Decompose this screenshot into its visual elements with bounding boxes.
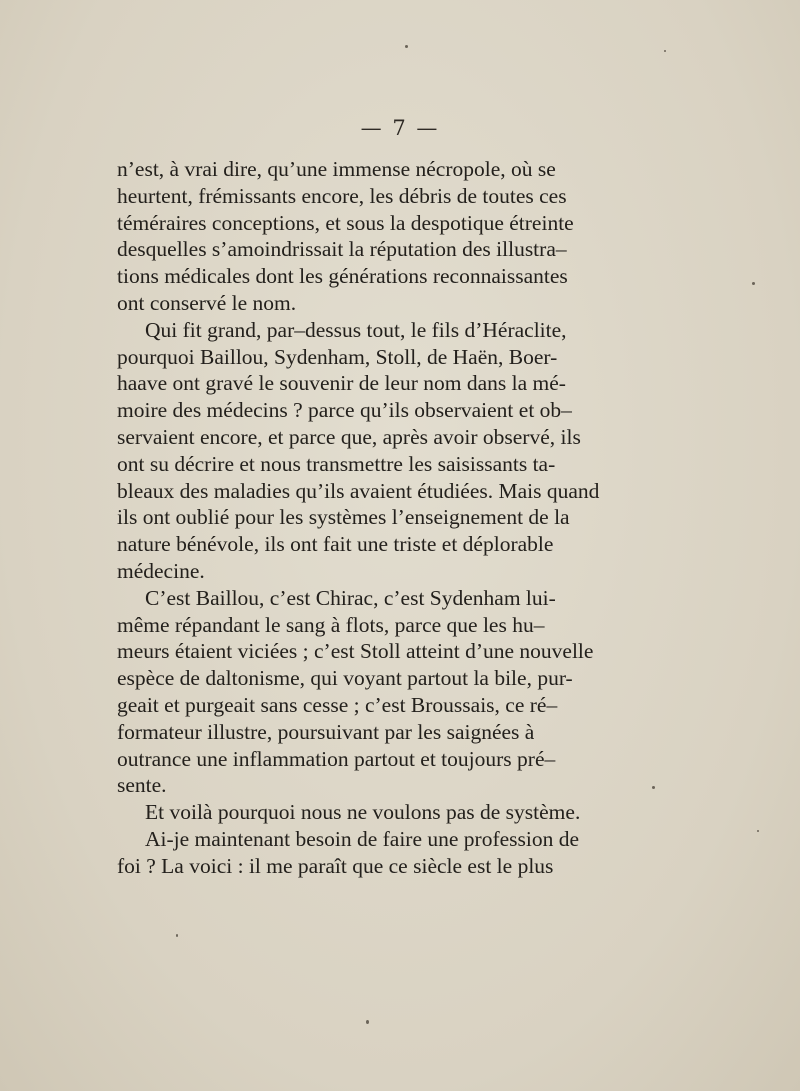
text-line: pourquoi Baillou, Sydenham, Stoll, de Haën, Boer-	[117, 344, 558, 369]
page-number: — 7 —	[360, 116, 440, 140]
text-line: espèce de daltonisme, qui voyant partout la bile, pur-	[117, 666, 573, 691]
text-line: haave ont gravé le souvenir de leur nom dans la mé-	[117, 371, 566, 396]
text-line: desquelles s’amoindrissait la réputation des illustra–	[117, 237, 567, 262]
text-line: nature bénévole, ils ont fait une triste et déplorable	[117, 532, 554, 557]
text-line: même répandant le sang à flots, parce que les hu–	[117, 612, 545, 637]
body-text	[117, 156, 600, 880]
text-line: formateur illustre, poursuivant par les saignées à	[117, 719, 535, 744]
text-line: ils ont oublié pour les systèmes l’enseignement de la	[117, 505, 570, 530]
text-line: outrance une inflammation partout et toujours pré–	[117, 746, 556, 771]
text-line: foi ? La voici : il me paraît que ce siècle est le plus	[117, 853, 554, 878]
text-line: ont su décrire et nous transmettre les saisissants ta-	[117, 451, 556, 476]
text-line: heurtent, frémissants encore, les débris de toutes ces	[117, 183, 567, 208]
text-line: téméraires conceptions, et sous la despotique étreinte	[117, 210, 574, 235]
text-line: ont conservé le nom.	[117, 290, 297, 315]
text-line: Qui fit grand, par–dessus tout, le fils d’Héraclite,	[145, 317, 567, 342]
text-line: moire des médecins ? parce qu’ils observaient et ob–	[117, 398, 572, 423]
text-line: meurs étaient viciées ; c’est Stoll atteint d’une nouvelle	[117, 639, 594, 664]
text-line: C’est Baillou, c’est Chirac, c’est Sydenham lui-	[145, 585, 556, 610]
text-line: Et voilà pourquoi nous ne voulons pas de système.	[145, 800, 581, 825]
text-line: tions médicales dont les générations reconnaissantes	[117, 264, 568, 289]
text-line: n’est, à vrai dire, qu’une immense nécropole, où se	[117, 157, 556, 181]
text-line: servaient encore, et parce que, après avoir observé, ils	[117, 424, 581, 449]
text-line: geait et purgeait sans cesse ; c’est Broussais, ce ré–	[117, 692, 558, 717]
text-line: sente.	[117, 773, 167, 798]
text-line: bleaux des maladies qu’ils avaient étudiées. Mais quand	[117, 478, 600, 503]
text-line: médecine.	[117, 558, 205, 583]
text-line: Ai-je maintenant besoin de faire une profession de	[145, 826, 580, 851]
